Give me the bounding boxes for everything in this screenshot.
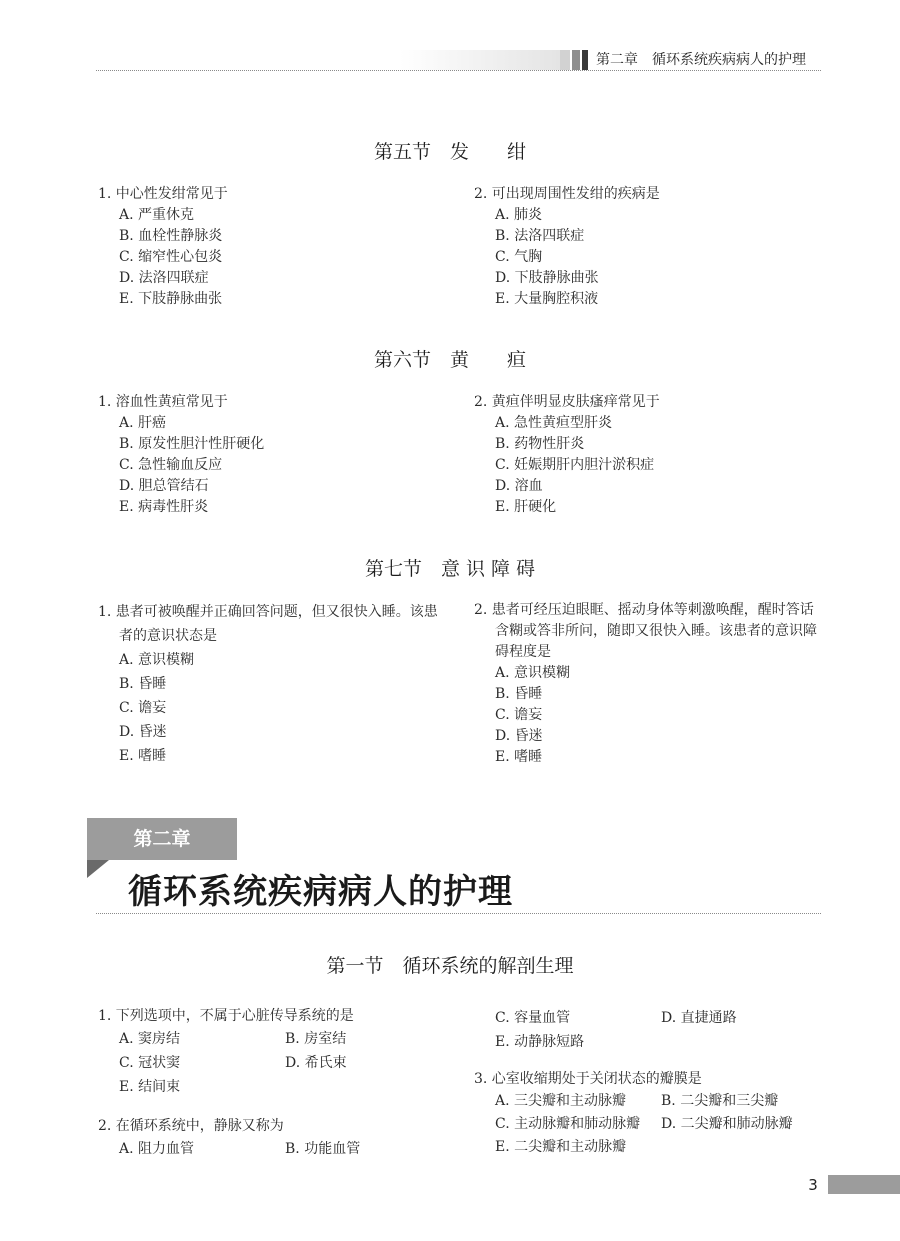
answer-option: D. 昏迷 — [495, 728, 543, 744]
section-title: 第六节 黄 疸 — [373, 349, 526, 371]
question — [474, 184, 660, 310]
answer-option: D. 二尖瓣和肺动脉瓣 — [661, 1116, 793, 1132]
page-number-bar — [828, 1175, 900, 1194]
header-decoration — [400, 50, 560, 70]
answer-option: D. 下肢静脉曲张 — [495, 270, 599, 286]
answer-option: C. 主动脉瓣和肺动脉瓣 — [495, 1116, 641, 1132]
question — [98, 184, 228, 310]
answer-option: B. 二尖瓣和三尖瓣 — [661, 1093, 779, 1109]
question-stem: 1. 下列选项中，不属于心脏传导系统的是 — [98, 1008, 354, 1024]
chapter-divider — [96, 913, 821, 914]
header-decoration — [560, 50, 570, 70]
answer-option: B. 原发性胆汁性肝硬化 — [119, 436, 265, 452]
answer-option: A. 意识模糊 — [119, 652, 195, 668]
answer-option: A. 意识模糊 — [495, 665, 571, 681]
answer-option: B. 功能血管 — [285, 1141, 361, 1157]
answer-option: B. 血栓性静脉炎 — [119, 228, 223, 244]
question — [474, 392, 660, 518]
answer-option: C. 谵妄 — [495, 707, 543, 723]
answer-option: E. 嗜睡 — [495, 749, 543, 765]
chapter-tab-fold — [87, 860, 109, 878]
answer-option: C. 妊娠期肝内胆汁淤积症 — [495, 457, 655, 473]
answer-option: A. 三尖瓣和主动脉瓣 — [495, 1093, 627, 1109]
answer-option: E. 病毒性肝炎 — [119, 499, 209, 515]
question — [474, 600, 826, 768]
question-stem: 2. 患者可经压迫眼眶、摇动身体等刺激唤醒，醒时答话含糊或答非所问，随即又很快入睡。该患者的意识障碍程度是 — [474, 602, 817, 660]
section-title: 第五节 发 绀 — [373, 141, 526, 163]
section-title: 第一节 循环系统的解剖生理 — [326, 955, 574, 977]
header-divider — [96, 70, 821, 71]
answer-option: C. 急性输血反应 — [119, 457, 223, 473]
answer-option: D. 胆总管结石 — [119, 478, 209, 494]
question-stem: 1. 中心性发绀常见于 — [98, 186, 228, 202]
answer-option: E. 动静脉短路 — [495, 1034, 585, 1050]
header-decoration — [572, 50, 580, 70]
running-header-title: 第二章 循环系统疾病病人的护理 — [596, 52, 806, 68]
page-number: 3 — [808, 1176, 818, 1194]
answer-option: A. 窦房结 — [119, 1031, 181, 1047]
answer-option: D. 溶血 — [495, 478, 543, 494]
answer-option: D. 希氏束 — [285, 1055, 347, 1071]
question-continued — [474, 1006, 737, 1054]
chapter-title: 循环系统疾病病人的护理 — [128, 872, 513, 912]
question-stem: 2. 在循环系统中，静脉又称为 — [98, 1118, 284, 1134]
answer-option: C. 容量血管 — [495, 1010, 571, 1026]
answer-option: B. 昏睡 — [495, 686, 543, 702]
chapter-label: 第二章 — [133, 828, 191, 850]
question — [98, 392, 264, 518]
answer-option: A. 肺炎 — [495, 207, 543, 223]
answer-option: D. 法洛四联症 — [119, 270, 209, 286]
answer-option: E. 结间束 — [119, 1079, 181, 1095]
answer-option: D. 昏迷 — [119, 724, 167, 740]
answer-option: E. 嗜睡 — [119, 748, 167, 764]
question-stem: 2. 可出现周围性发绀的疾病是 — [474, 186, 660, 202]
answer-option: A. 肝癌 — [119, 415, 167, 431]
answer-option: B. 药物性肝炎 — [495, 436, 585, 452]
answer-option: B. 房室结 — [285, 1031, 347, 1047]
answer-option: E. 下肢静脉曲张 — [119, 291, 223, 307]
answer-option: E. 大量胸腔积液 — [495, 291, 599, 307]
question-stem: 3. 心室收缩期处于关闭状态的瓣膜是 — [474, 1071, 702, 1087]
question-stem: 2. 黄疸伴明显皮肤瘙痒常见于 — [474, 394, 660, 410]
answer-option: C. 缩窄性心包炎 — [119, 249, 223, 265]
answer-option: D. 直捷通路 — [661, 1010, 737, 1026]
answer-option: C. 谵妄 — [119, 700, 167, 716]
question — [474, 1069, 793, 1159]
question — [98, 1116, 360, 1161]
answer-option: C. 冠状窦 — [119, 1055, 181, 1071]
section-title: 第七节 意 识 障 碍 — [364, 558, 536, 580]
question — [98, 1006, 354, 1099]
answer-option: B. 昏睡 — [119, 676, 167, 692]
header-decoration — [582, 50, 588, 70]
answer-option: E. 二尖瓣和主动脉瓣 — [495, 1139, 627, 1155]
answer-option: E. 肝硬化 — [495, 499, 557, 515]
answer-option: A. 严重休克 — [119, 207, 195, 223]
answer-option: B. 法洛四联症 — [495, 228, 585, 244]
answer-option: C. 气胸 — [495, 249, 543, 265]
answer-option: A. 阻力血管 — [119, 1141, 195, 1157]
question-stem: 1. 患者可被唤醒并正确回答问题，但又很快入睡。该患者的意识状态是 — [98, 604, 438, 644]
question-stem: 1. 溶血性黄疸常见于 — [98, 394, 228, 410]
question — [98, 600, 450, 768]
answer-option: A. 急性黄疸型肝炎 — [495, 415, 613, 431]
